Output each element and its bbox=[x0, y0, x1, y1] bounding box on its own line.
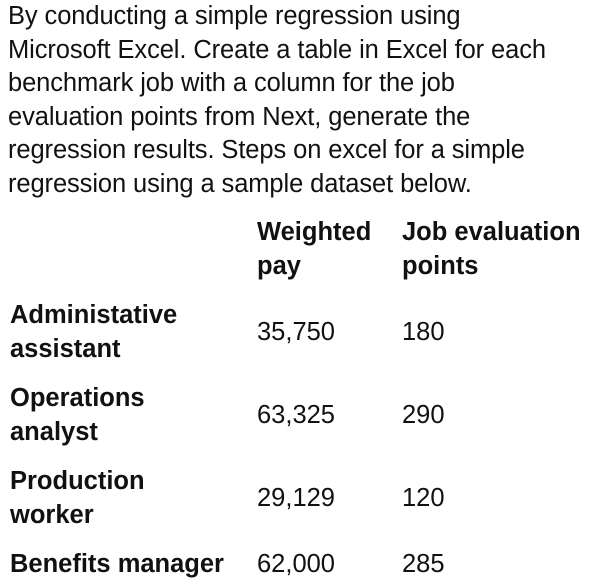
instructions-line-2: Microsoft Excel. Create a table in Excel for each bbox=[8, 35, 546, 64]
row-3-job-evaluation-points: 120 bbox=[402, 484, 445, 512]
header-weighted-pay-line1: Weighted bbox=[257, 218, 372, 246]
instructions-line-4: evaluation points from Next, generate the bbox=[8, 102, 471, 131]
row-2-job-line1: Operations bbox=[10, 384, 145, 412]
row-1-weighted-pay: 35,750 bbox=[257, 318, 335, 346]
row-2-job-evaluation-points: 290 bbox=[402, 401, 445, 429]
header-job-evaluation-points-line2: points bbox=[402, 252, 479, 280]
row-1-job-evaluation-points: 180 bbox=[402, 318, 445, 346]
instructions-line-1: By conducting a simple regression using bbox=[8, 2, 461, 30]
instructions-line-5: regression results. Steps on excel for a simple bbox=[8, 136, 525, 165]
header-job-evaluation-points-line1: Job evaluation bbox=[402, 218, 581, 246]
instructions-line-6: regression using a sample dataset below. bbox=[8, 169, 472, 198]
row-4-job-evaluation-points: 285 bbox=[402, 550, 445, 578]
row-4-job-line1: Benefits manager bbox=[10, 550, 224, 578]
row-3-job-line1: Production bbox=[10, 467, 145, 495]
row-3-job-line2: worker bbox=[10, 501, 94, 529]
instructions-line-3: benchmark job with a column for the job bbox=[8, 69, 455, 98]
header-weighted-pay-line2: pay bbox=[257, 252, 301, 280]
row-1-job-line1: Administative bbox=[10, 301, 178, 329]
row-2-job-line2: analyst bbox=[10, 418, 98, 446]
row-4-weighted-pay: 62,000 bbox=[257, 550, 335, 578]
row-2-weighted-pay: 63,325 bbox=[257, 401, 335, 429]
row-3-weighted-pay: 29,129 bbox=[257, 484, 335, 512]
row-1-job-line2: assistant bbox=[10, 335, 121, 363]
